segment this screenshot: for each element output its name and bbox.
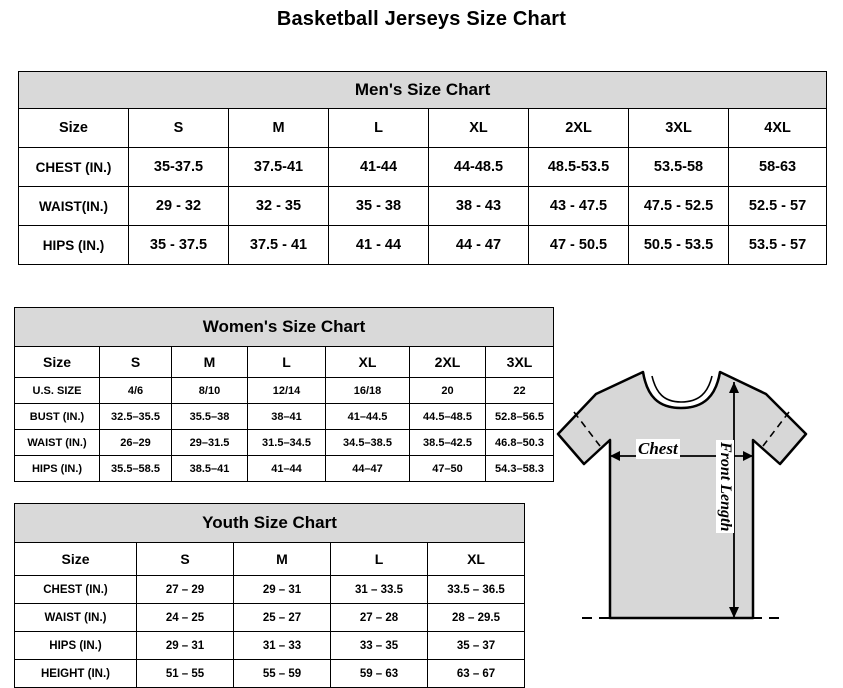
table-cell: 28 – 29.5 <box>428 604 525 632</box>
table-cell: 35-37.5 <box>129 148 229 187</box>
column-header: L <box>248 347 326 378</box>
table-row <box>15 632 525 660</box>
table-cell: 35 - 37.5 <box>129 226 229 265</box>
table-cell: 44.5–48.5 <box>410 404 486 430</box>
table-cell: 29 – 31 <box>137 632 234 660</box>
table-cell: 16/18 <box>326 378 410 404</box>
table-cell: 47–50 <box>410 456 486 482</box>
jersey-measurement-diagram <box>548 360 838 672</box>
row-label: WAIST(IN.) <box>19 187 129 226</box>
jersey-shirt-icon <box>548 360 838 672</box>
table-cell: 41-44 <box>329 148 429 187</box>
table-cell: 59 – 63 <box>331 660 428 688</box>
table-cell: 12/14 <box>248 378 326 404</box>
page-title: Basketball Jerseys Size Chart <box>276 8 567 30</box>
column-header: 3XL <box>629 109 729 148</box>
table-cell: 58-63 <box>729 148 827 187</box>
table-row <box>15 576 525 604</box>
table-cell: 44-48.5 <box>429 148 529 187</box>
column-header: XL <box>428 543 525 576</box>
table-cell: 52.8–56.5 <box>486 404 554 430</box>
table-banner-row <box>19 72 827 109</box>
collar-inner-line <box>652 376 712 402</box>
table-cell: 52.5 - 57 <box>729 187 827 226</box>
table-header-row <box>15 347 554 378</box>
table-row <box>15 604 525 632</box>
mens-banner: Men's Size Chart <box>19 72 827 109</box>
table-cell: 53.5 - 57 <box>729 226 827 265</box>
table-cell: 22 <box>486 378 554 404</box>
table-cell: 24 – 25 <box>137 604 234 632</box>
table-row <box>19 187 827 226</box>
table-cell: 33.5 – 36.5 <box>428 576 525 604</box>
table-cell: 32 - 35 <box>229 187 329 226</box>
table-cell: 31 – 33 <box>234 632 331 660</box>
table-cell: 29 – 31 <box>234 576 331 604</box>
table-cell: 38.5–41 <box>172 456 248 482</box>
table-row <box>15 404 554 430</box>
table-header-row <box>15 543 525 576</box>
table-cell: 55 – 59 <box>234 660 331 688</box>
table-cell: 27 – 28 <box>331 604 428 632</box>
table-banner-row <box>15 308 554 347</box>
column-header: Size <box>19 109 129 148</box>
row-label: HIPS (IN.) <box>19 226 129 265</box>
column-header: XL <box>326 347 410 378</box>
column-header: S <box>137 543 234 576</box>
row-label: CHEST (IN.) <box>15 576 137 604</box>
table-cell: 4/6 <box>100 378 172 404</box>
youth-banner: Youth Size Chart <box>15 504 525 543</box>
table-cell: 26–29 <box>100 430 172 456</box>
column-header: M <box>234 543 331 576</box>
youth-size-chart-table <box>14 503 525 688</box>
table-banner-row <box>15 504 525 543</box>
table-cell: 47.5 - 52.5 <box>629 187 729 226</box>
column-header: L <box>331 543 428 576</box>
table-cell: 38.5–42.5 <box>410 430 486 456</box>
row-label: BUST (IN.) <box>15 404 100 430</box>
table-row <box>15 456 554 482</box>
column-header: M <box>172 347 248 378</box>
table-cell: 29 - 32 <box>129 187 229 226</box>
table-cell: 38–41 <box>248 404 326 430</box>
table-cell: 35 - 38 <box>329 187 429 226</box>
table-cell: 31 – 33.5 <box>331 576 428 604</box>
front-length-label: Front Length <box>717 442 734 532</box>
table-cell: 41–44.5 <box>326 404 410 430</box>
table-cell: 37.5 - 41 <box>229 226 329 265</box>
row-label: WAIST (IN.) <box>15 604 137 632</box>
table-row <box>19 226 827 265</box>
table-cell: 48.5-53.5 <box>529 148 629 187</box>
table-cell: 43 - 47.5 <box>529 187 629 226</box>
chest-label: Chest <box>638 439 678 458</box>
column-header: 3XL <box>486 347 554 378</box>
row-label: HIPS (IN.) <box>15 456 100 482</box>
table-cell: 51 – 55 <box>137 660 234 688</box>
column-header: 2XL <box>529 109 629 148</box>
table-cell: 27 – 29 <box>137 576 234 604</box>
womens-banner: Women's Size Chart <box>15 308 554 347</box>
table-cell: 44 - 47 <box>429 226 529 265</box>
column-header: XL <box>429 109 529 148</box>
womens-size-chart-table <box>14 307 554 482</box>
table-cell: 53.5-58 <box>629 148 729 187</box>
table-cell: 20 <box>410 378 486 404</box>
row-label: HEIGHT (IN.) <box>15 660 137 688</box>
table-cell: 47 - 50.5 <box>529 226 629 265</box>
mens-size-chart-table <box>18 71 827 265</box>
table-header-row <box>19 109 827 148</box>
table-row <box>15 430 554 456</box>
table-cell: 37.5-41 <box>229 148 329 187</box>
column-header: Size <box>15 543 137 576</box>
table-cell: 33 – 35 <box>331 632 428 660</box>
table-cell: 50.5 - 53.5 <box>629 226 729 265</box>
table-cell: 54.3–58.3 <box>486 456 554 482</box>
table-cell: 41–44 <box>248 456 326 482</box>
row-label: U.S. SIZE <box>15 378 100 404</box>
column-header: L <box>329 109 429 148</box>
table-cell: 35.5–38 <box>172 404 248 430</box>
table-cell: 25 – 27 <box>234 604 331 632</box>
table-cell: 44–47 <box>326 456 410 482</box>
table-cell: 32.5–35.5 <box>100 404 172 430</box>
table-row <box>15 378 554 404</box>
row-label: CHEST (IN.) <box>19 148 129 187</box>
table-cell: 35.5–58.5 <box>100 456 172 482</box>
column-header: 4XL <box>729 109 827 148</box>
table-cell: 29–31.5 <box>172 430 248 456</box>
column-header: M <box>229 109 329 148</box>
table-cell: 46.8–50.3 <box>486 430 554 456</box>
table-cell: 35 – 37 <box>428 632 525 660</box>
table-cell: 38 - 43 <box>429 187 529 226</box>
row-label: HIPS (IN.) <box>15 632 137 660</box>
column-header: Size <box>15 347 100 378</box>
table-cell: 31.5–34.5 <box>248 430 326 456</box>
column-header: S <box>100 347 172 378</box>
table-cell: 34.5–38.5 <box>326 430 410 456</box>
table-cell: 41 - 44 <box>329 226 429 265</box>
table-cell: 8/10 <box>172 378 248 404</box>
table-row <box>15 660 525 688</box>
column-header: S <box>129 109 229 148</box>
table-row <box>19 148 827 187</box>
row-label: WAIST (IN.) <box>15 430 100 456</box>
column-header: 2XL <box>410 347 486 378</box>
table-cell: 63 – 67 <box>428 660 525 688</box>
